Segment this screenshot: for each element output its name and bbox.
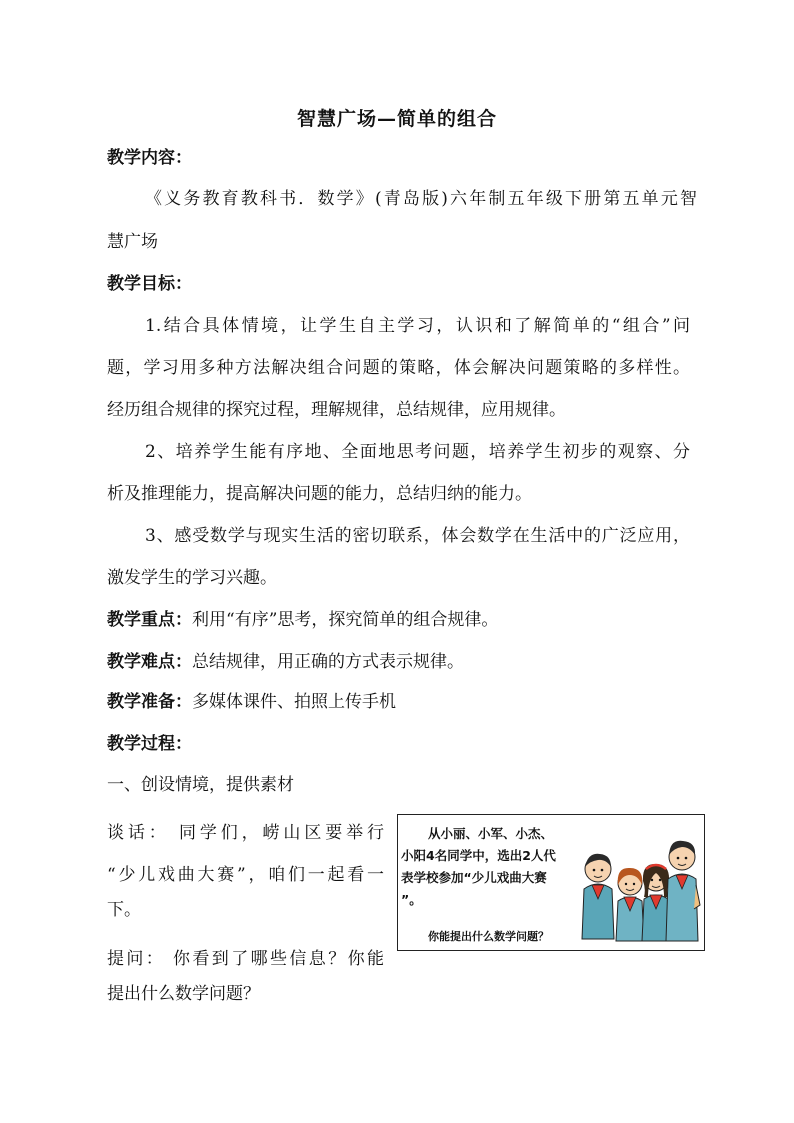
content-heading: 教学内容： xyxy=(107,148,192,168)
talk-line-1: 谈话： 同学们，崂山区要举行 xyxy=(107,823,384,843)
figure-text-line-2: 小阳4名同学中，选出2人代 xyxy=(401,848,556,863)
key-point-text: 利用“有序”思考，探究简单的组合规律。 xyxy=(192,610,499,630)
process-heading: 教学过程： xyxy=(107,734,192,754)
prep-text: 多媒体课件、拍照上传手机 xyxy=(192,692,396,712)
goal-1-line-2: 题，学习用多种方法解决组合问题的策略，体会解决问题策略的多样性。 xyxy=(107,358,690,378)
goal-3-line-2: 激发学生的学习兴趣。 xyxy=(107,568,277,588)
goal-3-line-1: 3、感受数学与现实生活的密切联系，体会数学在生活中的广泛应用， xyxy=(145,526,690,546)
figure-text-line-1: 从小丽、小军、小杰、 xyxy=(428,826,554,841)
difficulty-text: 总结规律，用正确的方式表示规律。 xyxy=(192,652,464,672)
difficulty-label: 教学难点： xyxy=(107,652,192,672)
goal-2-line-2: 析及推理能力，提高解决问题的能力，总结归纳的能力。 xyxy=(107,484,532,504)
students-cartoon xyxy=(578,819,702,947)
key-point xyxy=(107,612,697,629)
ask-line-1: 提问： 你看到了哪些信息？你能 xyxy=(107,949,384,969)
difficulty xyxy=(107,654,697,671)
page-title: 智慧广场—简单的组合 xyxy=(296,108,497,130)
goals-heading: 教学目标： xyxy=(107,274,192,294)
scenario-illustration xyxy=(397,814,705,951)
talk-line-3: 下。 xyxy=(107,900,141,920)
student-3-figure xyxy=(642,864,670,941)
section-1-heading: 一、创设情境，提供素材 xyxy=(107,775,294,795)
figure-text-line-4: ”。 xyxy=(401,892,422,907)
student-2-figure xyxy=(616,868,644,941)
content-line-2: 慧广场 xyxy=(107,232,158,252)
figure-text-line-3: 表学校参加“少儿戏曲大赛 xyxy=(401,870,547,885)
ask-line-2: 提出什么数学问题？ xyxy=(107,984,260,1004)
content-line-1: 《义务教育教科书．数学》(青岛版)六年制五年级下册第五单元智 xyxy=(145,189,697,209)
goal-1-line-1: 1.结合具体情境，让学生自主学习，认识和了解简单的“组合”问 xyxy=(145,316,690,336)
talk-line-2: “少儿戏曲大赛”，咱们一起看一 xyxy=(107,865,384,885)
student-1-figure xyxy=(582,854,614,939)
student-4-figure xyxy=(666,841,700,941)
goal-2-line-1: 2、培养学生能有序地、全面地思考问题，培养学生初步的观察、分 xyxy=(145,442,690,462)
prep-label: 教学准备： xyxy=(107,692,192,712)
preparation xyxy=(107,694,697,711)
goal-1-line-3: 经历组合规律的探究过程，理解规律，总结规律，应用规律。 xyxy=(107,400,566,420)
key-point-label: 教学重点： xyxy=(107,610,192,630)
figure-question: 你能提出什么数学问题？ xyxy=(428,930,549,943)
